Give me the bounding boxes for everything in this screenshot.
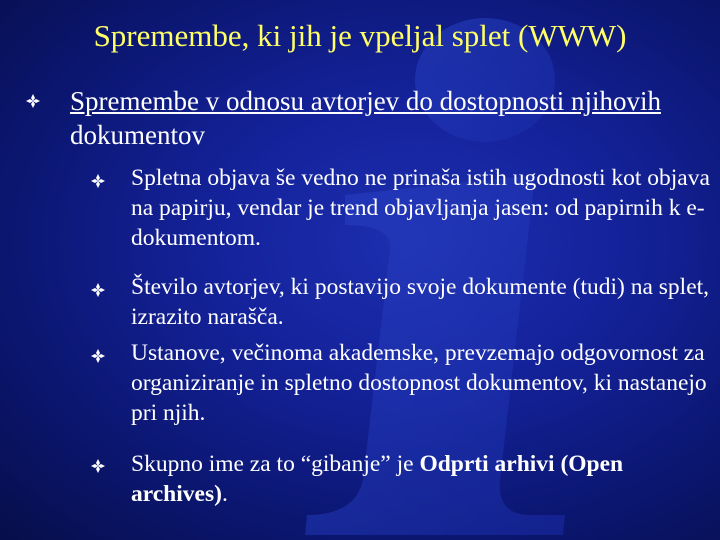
main-bullet-rest: dokumentov xyxy=(70,120,205,150)
diamond-bullet-icon xyxy=(91,349,105,363)
sub-bullet-2: Število avtorjev, ki postavijo svoje dokumente (tudi) na splet, izrazito narašča. xyxy=(131,274,710,330)
main-bullet-text xyxy=(70,84,690,152)
diamond-bullet-icon xyxy=(91,459,105,473)
sub-bullet-4-text: Skupno ime za to “gibanje” je xyxy=(131,451,420,477)
diamond-bullet-icon xyxy=(91,283,105,297)
sub-bullet-4-bold: Odprti arhivi (Open archives) xyxy=(131,451,624,507)
diamond-bullet-icon xyxy=(26,94,40,108)
main-bullet-underlined: Spremembe v odnosu avtorjev do dostopnosti njihovih xyxy=(70,86,661,116)
sub-bullet-3: Ustanove, večinoma akademske, prevzemajo odgovornost za organiziranje in spletno dostopnost dokumentov, ki nastanejo pri njih. xyxy=(131,340,707,426)
slide-title: Spremembe, ki jih je vpeljal splet (WWW) xyxy=(93,18,627,53)
diamond-bullet-icon xyxy=(91,174,105,188)
sub-bullet-4-end: . xyxy=(221,481,228,507)
sub-bullet-4 xyxy=(131,449,711,509)
sub-bullet-1: Spletna objava še vedno ne prinaša istih ugodnosti kot objava na papirju, vendar je trend objavljanja jasen: od papirnih k e-dokumentom. xyxy=(131,165,710,251)
